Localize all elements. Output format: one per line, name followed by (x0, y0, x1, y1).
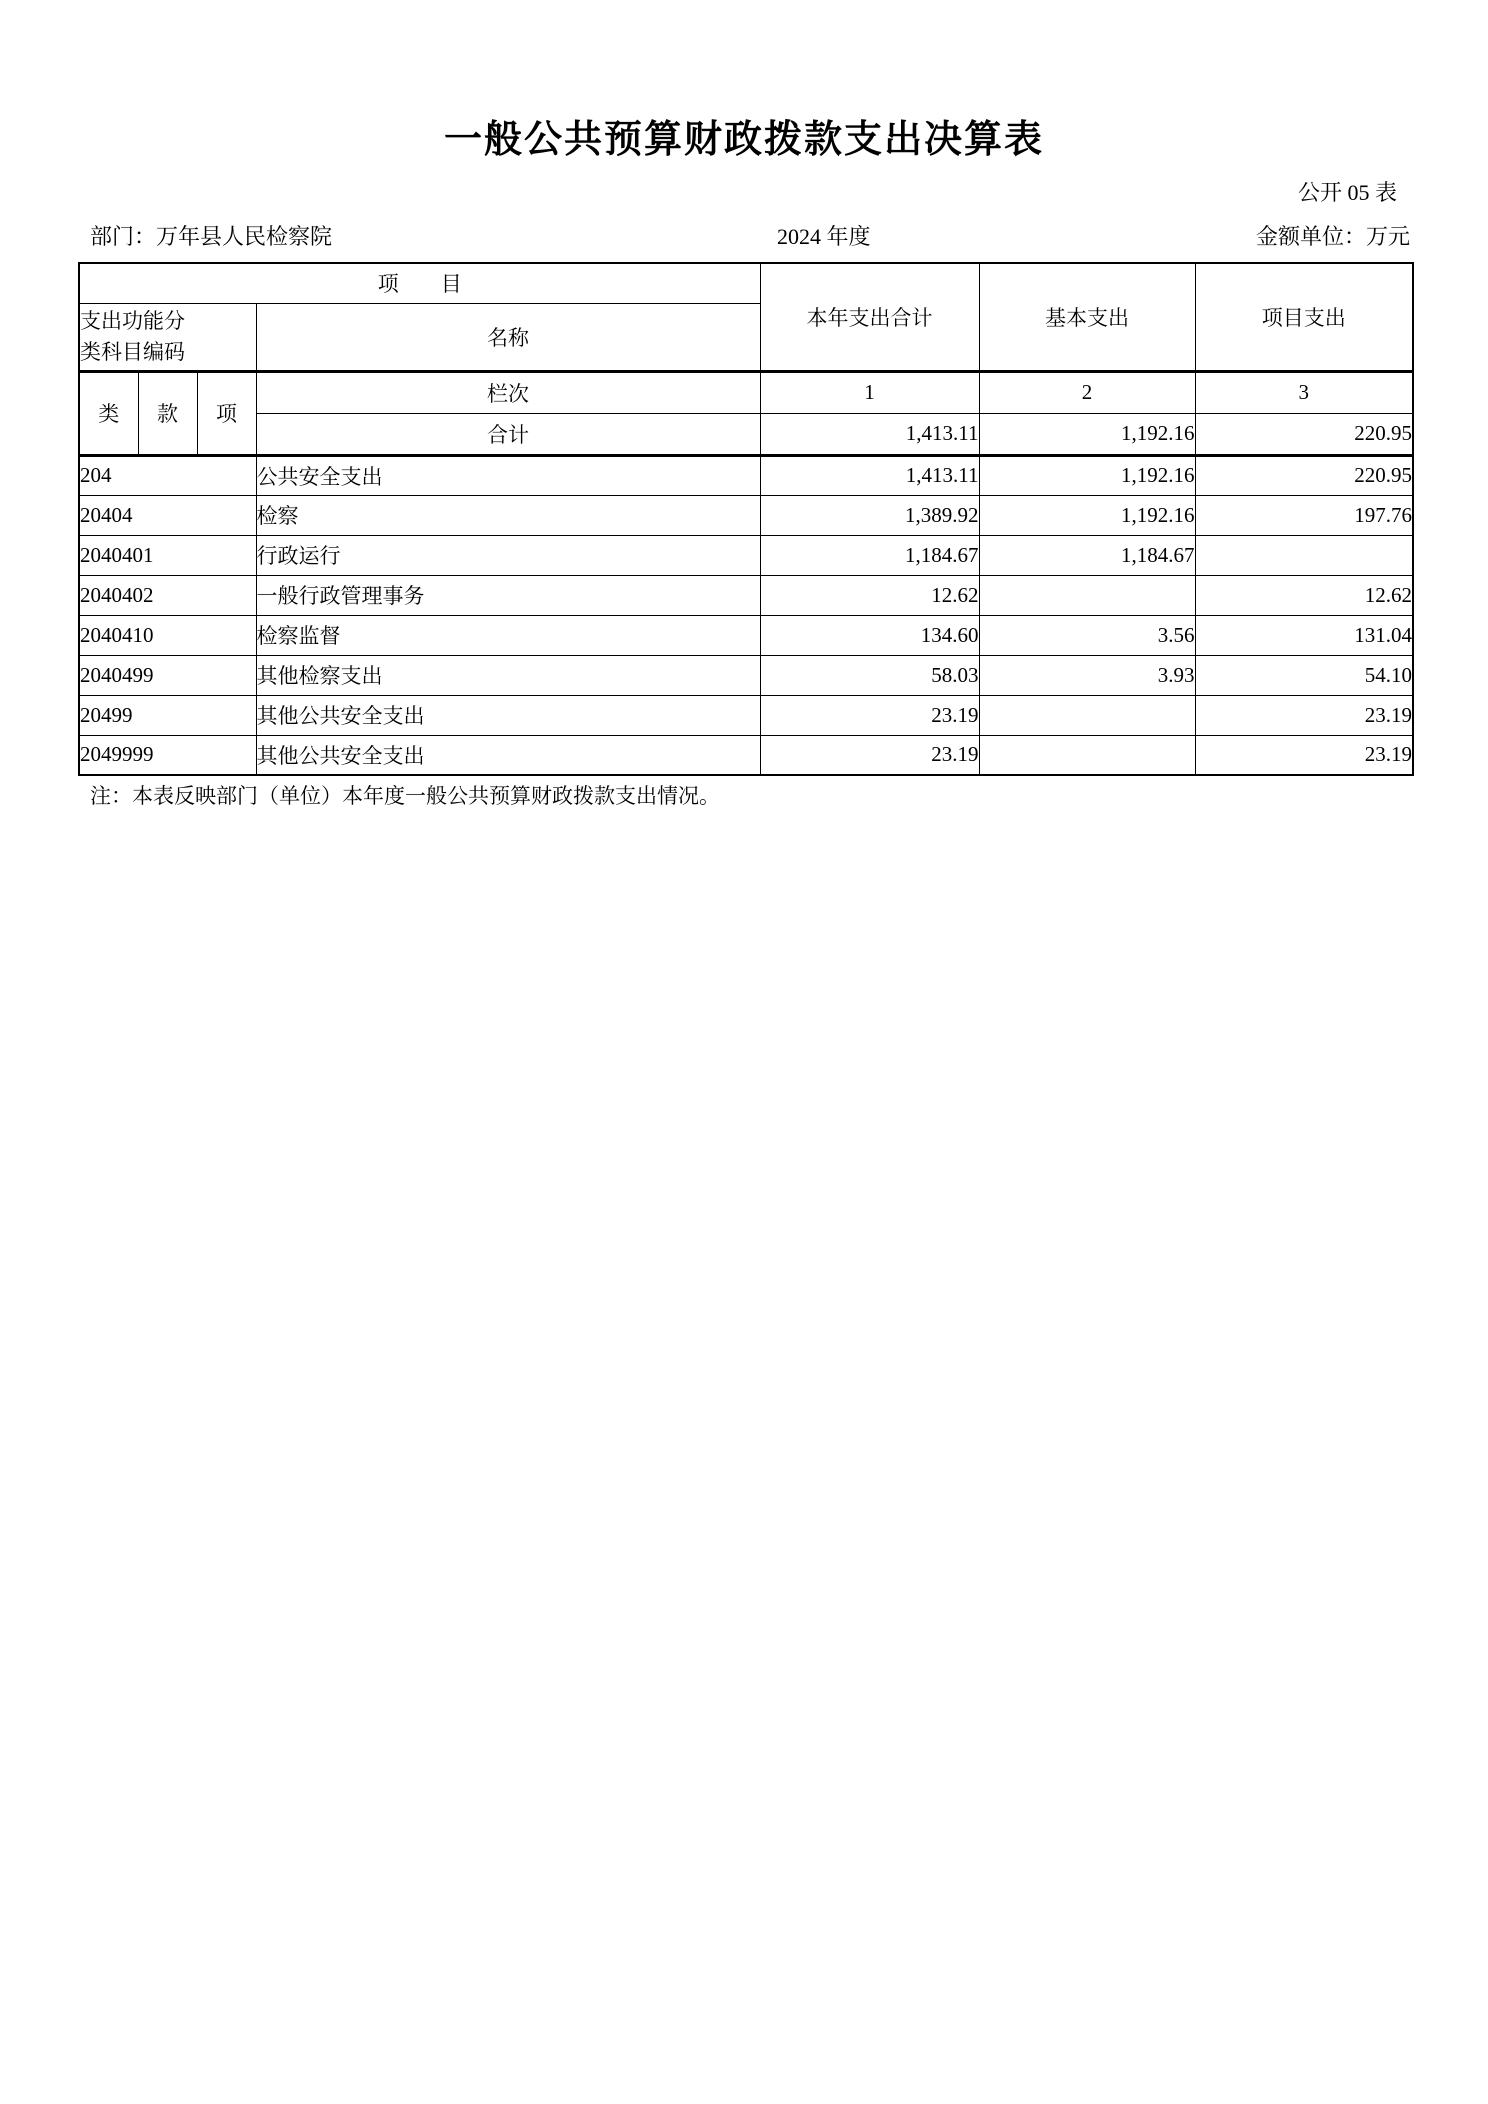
project-amount-cell: 23.19 (1195, 735, 1413, 775)
project-column-header: 项目支出 (1195, 263, 1413, 371)
function-code-header (79, 303, 256, 371)
budget-table (78, 262, 1414, 776)
name-cell: 检察监督 (256, 615, 760, 655)
project-amount-cell: 54.10 (1195, 655, 1413, 695)
basic-amount-cell: 3.56 (979, 615, 1195, 655)
total-amount-cell: 1,389.92 (760, 495, 979, 535)
name-cell: 其他公共安全支出 (256, 735, 760, 775)
table-row (79, 615, 1413, 655)
function-code-line1: 支出功能分 (80, 308, 185, 333)
code-cell: 2040402 (79, 575, 256, 615)
basic-amount-cell: 1,192.16 (979, 455, 1195, 495)
total-amount-cell: 23.19 (760, 735, 979, 775)
class-subheader: 类 (79, 371, 138, 455)
sheet-number: 公开 05 表 (1297, 180, 1397, 205)
project-amount-cell: 23.19 (1195, 695, 1413, 735)
item-subheader: 项 (197, 371, 256, 455)
table-row (79, 495, 1413, 535)
basic-amount-cell: 1,192.16 (979, 495, 1195, 535)
code-cell: 2040499 (79, 655, 256, 695)
basic-amount-cell (979, 735, 1195, 775)
total-amount-cell: 58.03 (760, 655, 979, 695)
table-row (79, 655, 1413, 695)
name-cell: 检察 (256, 495, 760, 535)
basic-amount-cell: 1,184.67 (979, 535, 1195, 575)
column-number-1: 1 (760, 371, 979, 413)
name-cell: 一般行政管理事务 (256, 575, 760, 615)
unit-label: 金额单位：万元 (1255, 224, 1410, 249)
total-row-total: 1,413.11 (760, 413, 979, 455)
total-amount-cell: 12.62 (760, 575, 979, 615)
total-row-basic: 1,192.16 (979, 413, 1195, 455)
name-column-header: 名称 (256, 303, 760, 371)
section-subheader: 款 (138, 371, 197, 455)
code-cell: 2049999 (79, 735, 256, 775)
project-amount-cell: 131.04 (1195, 615, 1413, 655)
meta-line (78, 220, 1412, 254)
function-code-line2: 类科目编码 (80, 339, 185, 364)
project-group-header: 项 目 (79, 263, 760, 303)
department-label: 部门：万年县人民检察院 (90, 224, 333, 249)
page-title: 一般公共预算财政拨款支出决算表 (443, 119, 1044, 161)
total-amount-cell: 23.19 (760, 695, 979, 735)
table-row (79, 455, 1413, 495)
project-amount-cell: 220.95 (1195, 455, 1413, 495)
code-cell: 20404 (79, 495, 256, 535)
code-cell: 2040410 (79, 615, 256, 655)
code-cell: 2040401 (79, 535, 256, 575)
project-amount-cell: 197.76 (1195, 495, 1413, 535)
column-number-3: 3 (1195, 371, 1413, 413)
total-amount-cell: 134.60 (760, 615, 979, 655)
name-cell: 公共安全支出 (256, 455, 760, 495)
name-cell: 行政运行 (256, 535, 760, 575)
name-cell: 其他检察支出 (256, 655, 760, 695)
total-row-project: 220.95 (1195, 413, 1413, 455)
basic-amount-cell (979, 575, 1195, 615)
table-row (79, 575, 1413, 615)
name-cell: 其他公共安全支出 (256, 695, 760, 735)
meta-section (78, 172, 1412, 262)
total-row-label: 合计 (256, 413, 760, 455)
code-cell: 20499 (79, 695, 256, 735)
project-amount-cell (1195, 535, 1413, 575)
total-amount-cell: 1,413.11 (760, 455, 979, 495)
project-amount-cell: 12.62 (1195, 575, 1413, 615)
code-cell: 204 (79, 455, 256, 495)
basic-amount-cell: 3.93 (979, 655, 1195, 695)
column-index-header: 栏次 (256, 371, 760, 413)
table-row (79, 695, 1413, 735)
total-amount-cell: 1,184.67 (760, 535, 979, 575)
basic-column-header: 基本支出 (979, 263, 1195, 371)
table-row (79, 735, 1413, 775)
footnote: 注：本表反映部门（单位）本年度一般公共预算财政拨款支出情况。 (90, 784, 720, 808)
table-row (79, 535, 1413, 575)
year-label: 2024 年度 (777, 224, 871, 249)
column-number-2: 2 (979, 371, 1195, 413)
basic-amount-cell (979, 695, 1195, 735)
total-column-header: 本年支出合计 (760, 263, 979, 371)
